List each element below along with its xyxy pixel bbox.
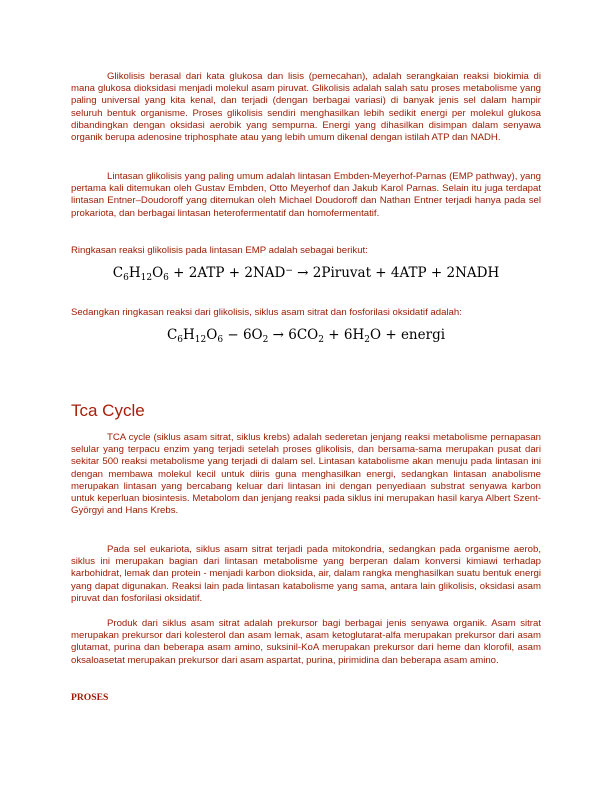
eq2-co2-sub: 2 (318, 335, 324, 345)
eq2-o: O (206, 327, 218, 343)
eq1-reactants: + 2ATP + 2NAD (168, 265, 286, 281)
paragraph-tca-intro: TCA cycle (siklus asam sitrat, siklus krebs) adalah sederetan jenjang reaksi metabolisme pernapasan selular yang terpacu enzim yang terjadi setelah proses glikolisis, dan bersama-sama merupakan pusat dari sekitar 500 reaksi metabolisme yang terjadi di dalam sel. Lintasan katabolisme akan menuju pada lintasan ini dengan membawa molekul kecil untuk diiris guna menghasilkan energi, sedangkan lintasan anabolisme merupakan lintasan yang bercabang keluar dari lintasan ini dengan penyediaan substrat senyawa karbon untuk keperluan biosintesis. Metabolom dan jenjang reaksi pada siklus ini merupakan hasil karya Albert Szent-Györgyi and Hans Krebs. (71, 432, 541, 517)
subheading-proses: PROSES (71, 692, 109, 703)
eq2-co2: → 6CO (268, 327, 319, 343)
eq1-h-sub: 12 (140, 273, 153, 283)
eq2-h: H (183, 327, 195, 343)
eq2-h2o-sub: 2 (364, 335, 370, 345)
paragraph-glikolisis-intro: Glikolisis berasal dari kata glukosa dan lisis (pemecahan), adalah serangkaian reaksi biokimia di mana glukosa dioksidasi menjadi molekul asam piruvat. Glikolisis adalah salah satu proses metabolisme yang paling universal yang kita kenal, dan terjadi (dengan berbagai variasi) di banyak jenis sel dalam hampir seluruh bentuk organisme. Proses glikolisis sendiri menghasilkan lebih sedikit energi per molekul glukosa dibandingkan dengan oksidasi aerobik yang sempurna. Energi yang dihasilkan disimpan dalam senyawa organik berupa adenosine triphosphate atau yang lebih umum dikenal dengan istilah ATP dan NADH. (71, 71, 541, 144)
eq1-nad-sup: − (285, 266, 293, 276)
paragraph-emp-summary: Ringkasan reaksi glikolisis pada lintasan EMP adalah sebagai berikut: (71, 245, 368, 256)
eq2-water: + 6H (323, 327, 365, 343)
eq1-c-sub: 6 (123, 273, 129, 283)
eq2-energy: O + energi (369, 327, 446, 343)
eq1-c: C (112, 265, 124, 281)
eq2-o2-sub: 2 (262, 335, 269, 345)
paragraph-tca-products: Produk dari siklus asam sitrat adalah prekursor bagi berbagai jenis senyawa organik. Asam sitrat merupakan prekursor dari kolesterol dan asam lemak, asam ketoglutarat-alfa merupakan prekursor dari asam glutamat, purina dan beberapa asam amino, suksinil-KoA merupakan prekursor dari heme dan klorofil, asam oksaloasetat merupakan prekursor dari asam aspartat, purina, pirimidina dan beberapa asam amino. (71, 618, 541, 666)
eq2-oxygen: − 6O (223, 327, 263, 343)
eq2-o-sub: 6 (217, 335, 224, 345)
eq1-h: H (128, 265, 141, 281)
eq1-o-sub: 6 (163, 273, 169, 283)
eq2-h-sub: 12 (194, 335, 207, 345)
eq2-c-sub: 6 (177, 335, 184, 345)
eq1-products: → 2Piruvat + 4ATP + 2NADH (292, 265, 500, 281)
eq1-o: O (152, 265, 164, 281)
paragraph-overall-summary: Sedangkan ringkasan reaksi dari glikolisis, siklus asam sitrat dan fosforilasi oksidatif adalah: (71, 307, 462, 318)
paragraph-tca-eukaryote: Pada sel eukariota, siklus asam sitrat terjadi pada mitokondria, sedangkan pada organisme aerob, siklus ini merupakan bagian dari lintasan metabolisme yang berperan dalam konversi kimiawi terhadap karbohidrat, lemak dan protein - menjadi karbon dioksida, air, dalam rangka menghasilkan suatu bentuk energi yang dapat digunakan. Reaksi lain pada lintasan katabolisme yang sama, antara lain glikolisis, oksidasi asam piruvat dan fosforilasi oksidatif. (71, 544, 541, 604)
paragraph-emp-pathway: Lintasan glikolisis yang paling umum adalah lintasan Embden-Meyerhof-Parnas (EMP pathway), yang pertama kali ditemukan oleh Gustav Embden, Otto Meyerhof dan Jakub Karol Parnas. Selain itu juga terdapat lintasan Entner–Doudoroff yang ditemukan oleh Michael Doudoroff dan Nathan Entner terjadi hanya pada sel prokariota, dan berbagai lintasan heterofermentatif dan homofermentatif. (71, 171, 541, 219)
section-heading-tca: Tca Cycle (71, 401, 145, 420)
equation-overall (0, 327, 612, 345)
eq2-c: C (166, 327, 178, 343)
equation-glycolysis (0, 265, 612, 283)
